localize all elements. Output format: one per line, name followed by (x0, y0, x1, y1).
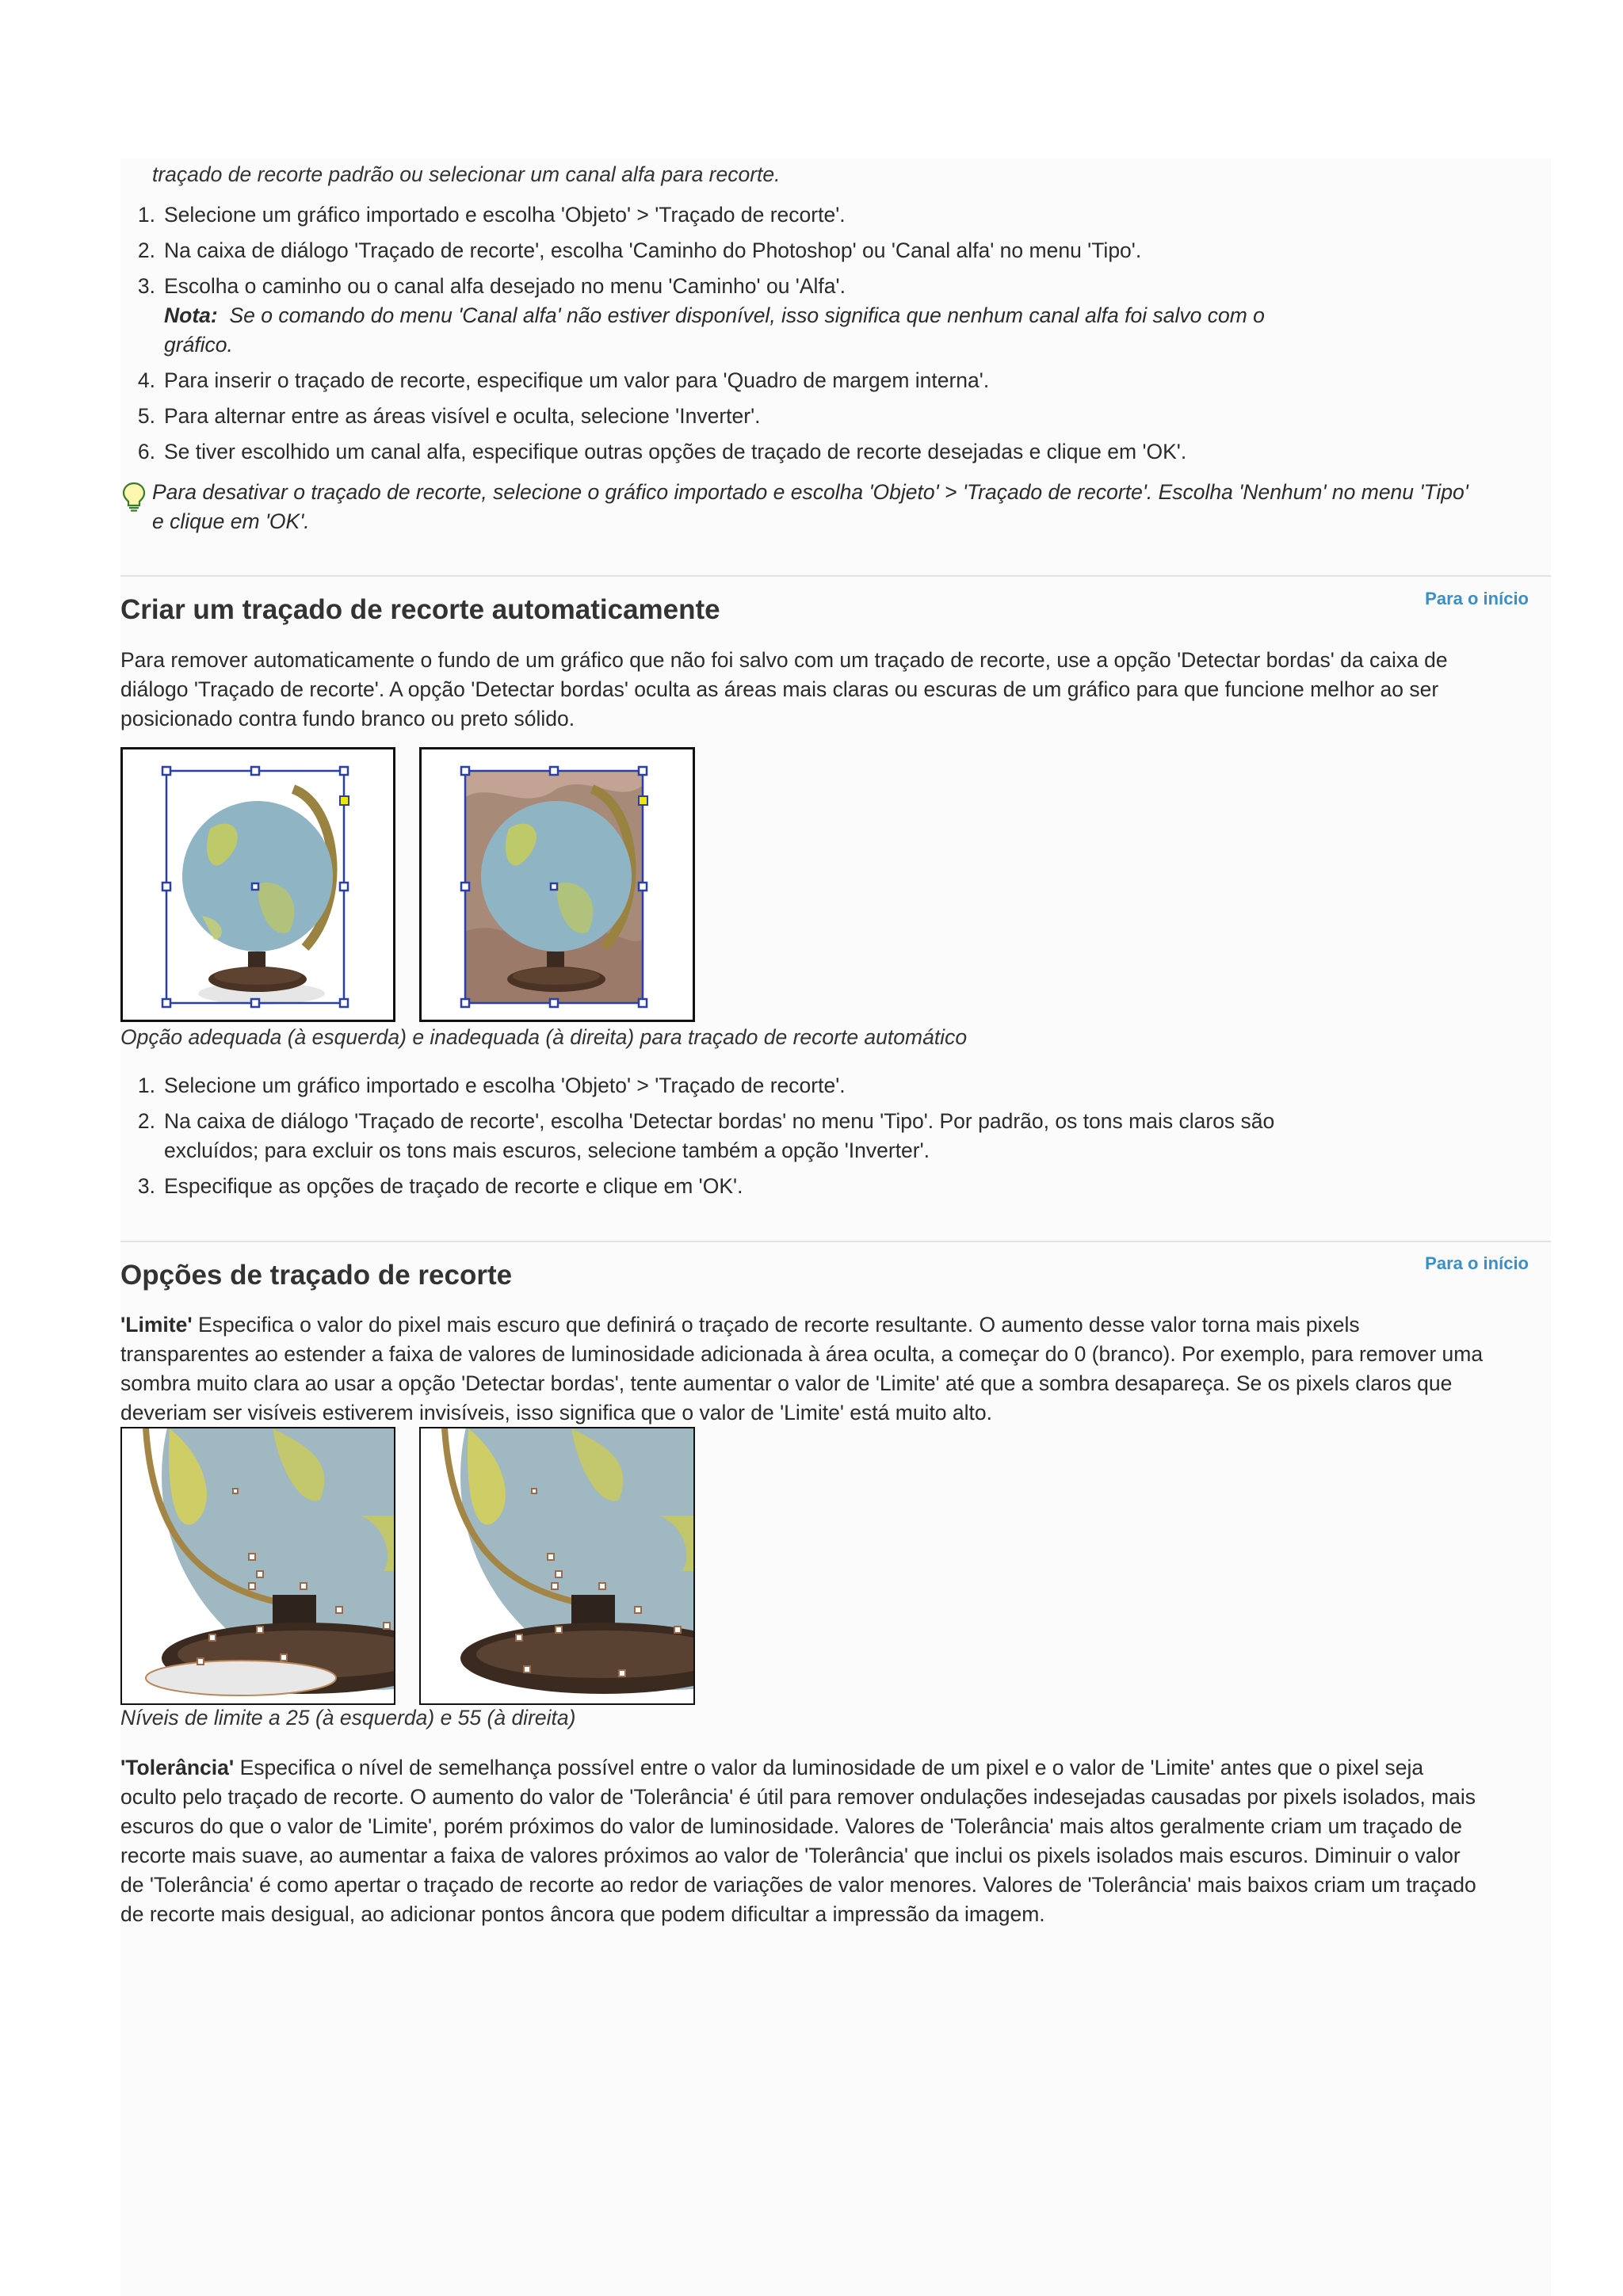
figure-caption: Níveis de limite a 25 (à esquerda) e 55 (à direita) (120, 1706, 576, 1730)
section-title: Criar um traçado de recorte automaticamente (120, 594, 720, 625)
section-paragraph: Para remover automaticamente o fundo de um gráfico que não foi salvo com um traçado de recorte, use a opção 'Detectar bordas' da caixa de diálogo 'Traçado de recorte'. A opção 'Detectar bordas' oculta as áreas mais claras ou escuras de um gráfico para que funcione melhor ao ser posicionado contra fundo branco ou preto sólido. (120, 648, 1448, 730)
tip-text-line: e clique em 'OK'. (152, 509, 310, 533)
list-item: 3. Escolha o caminho ou o canal alfa desejado no menu 'Caminho' ou 'Alfa'. Nota: Se o comando do menu 'Canal alfa' não estiver disponível, isso significa que nenhum canal alfa foi salvo com o gráfico. (137, 274, 1265, 357)
back-to-top-link[interactable]: Para o início (1425, 1253, 1529, 1273)
list-item: 5. Para alternar entre as áreas visível e oculta, selecione 'Inverter'. (137, 404, 761, 428)
figure-caption: Opção adequada (à esquerda) e inadequada (à direita) para traçado de recorte automático (120, 1025, 968, 1049)
section-title: Opções de traçado de recorte (120, 1260, 513, 1291)
lightbulb-icon (120, 481, 147, 513)
back-to-top-link[interactable]: Para o início (1425, 589, 1529, 608)
tolerancia-term: 'Tolerância' (120, 1756, 235, 1779)
limite-term: 'Limite' (120, 1313, 193, 1337)
steps-list-2 (120, 1071, 1274, 1207)
list-item: 1. Selecione um gráfico importado e escolha 'Objeto' > 'Traçado de recorte'. (137, 203, 846, 227)
tolerancia-paragraph: 'Tolerância' Especifica o nível de semelhança possível entre o valor da luminosidade de um pixel e o valor de 'Limite' antes que o pixel seja oculto pelo traçado de recorte. O aumento do valor de 'Tolerância' é útil para remover ondulações indesejadas causadas por pixels isolados, mais escuros do que o valor de 'Limite', porém próximos do valor de luminosidade. Valores de 'Tolerância' mais altos geralmente criam um traçado de recorte mais suave, ao aumentar a faixa de valores próximos ao valor de 'Tolerância' que inclui os pixels isolados mais escuros. Diminuir o valor de 'Tolerância' é como apertar o traçado de recorte ao redor de variações de valor menores. Valores de 'Tolerância' mais baixos criam um traçado de recorte mais desigual, ao adicionar pontos âncora que podem dificultar a impressão da imagem. (120, 1756, 1476, 1926)
tip-text-line: Para desativar o traçado de recorte, selecione o gráfico importado e escolha 'Objeto' > 'Traçado de recorte'. Escolha 'Nenhum' no menu 'Tipo' (152, 480, 1468, 504)
limite-paragraph: 'Limite' Especifica o valor do pixel mais escuro que definirá o traçado de recorte resultante. O aumento desse valor torna mais pixels transparentes ao estender a faixa de valores de luminosidade adicionada à área oculta, a começar do 0 (branco). Por exemplo, para remover uma sombra muito clara ao usar a opção 'Detectar bordas', tente aumentar o valor de 'Limite' até que a sombra desapareça. Se os pixels claros que deveriam ser visíveis estiverem invisíveis, isso significa que o valor de 'Limite' está muito alto. (120, 1313, 1484, 1425)
section-divider (120, 1241, 1551, 1242)
note-text: Se o comando do menu 'Canal alfa' não estiver disponível, isso significa que nenhum canal alfa foi salvo com o (229, 303, 1265, 327)
steps-list-1 (120, 200, 1265, 473)
globe-figure-good (120, 747, 395, 1022)
threshold-figure-25 (120, 1427, 395, 1705)
list-item: 6. Se tiver escolhido um canal alfa, especifique outras opções de traçado de recorte desejadas e clique em 'OK'. (137, 440, 1187, 463)
list-item: 2. Na caixa de diálogo 'Traçado de recorte', escolha 'Detectar bordas' no menu 'Tipo'. Por padrão, os tons mais claros são excluídos; para excluir os tons mais escuros, selecione também a opção 'Inverter'. (137, 1109, 1275, 1162)
intro-text: traçado de recorte padrão ou selecionar um canal alfa para recorte. (152, 162, 781, 186)
list-item: 1. Selecione um gráfico importado e escolha 'Objeto' > 'Traçado de recorte'. (137, 1074, 846, 1097)
note-label: Nota: (164, 303, 218, 327)
section-divider (120, 575, 1551, 577)
threshold-figure-55 (419, 1427, 695, 1705)
list-item: 4. Para inserir o traçado de recorte, especifique um valor para 'Quadro de margem interna'. (137, 368, 990, 392)
globe-figure-bad (419, 747, 695, 1022)
list-item: 3. Especifique as opções de traçado de recorte e clique em 'OK'. (137, 1174, 743, 1198)
tip-block (120, 478, 1547, 536)
list-item: 2. Na caixa de diálogo 'Traçado de recorte', escolha 'Caminho do Photoshop' ou 'Canal alfa' no menu 'Tipo'. (137, 238, 1142, 262)
